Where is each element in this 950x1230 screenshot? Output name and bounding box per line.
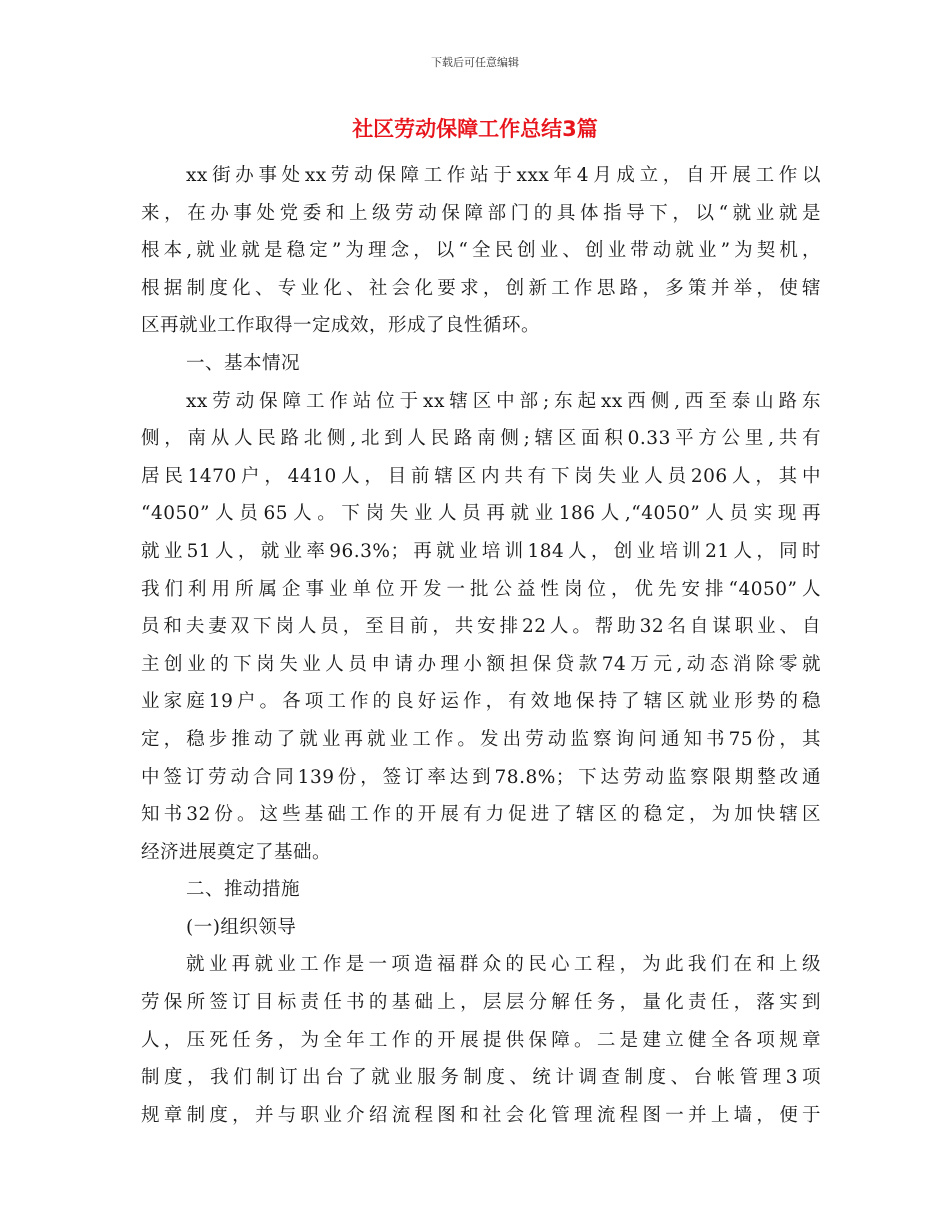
text-line: 一、基本情况	[186, 352, 301, 374]
text-line: 业家庭19户。各项工作的良好运作，有效地保持了辖区就业形势的稳	[141, 691, 821, 713]
page-header-note: 下载后可任意编辑	[431, 56, 519, 69]
text-line: 人，压死任务，为全年工作的开展提供保障。二是建立健全各项规章	[141, 1029, 821, 1051]
text-line: 员和夫妻双下岗人员，至目前，共安排22人。帮助32名自谋职业、自	[141, 616, 821, 638]
text-line: 定，稳步推动了就业再就业工作。发出劳动监察询问通知书75份，其	[141, 728, 821, 750]
text-line: xx劳动保障工作站位于xx辖区中部;东起xx西侧,西至泰山路东	[186, 390, 821, 412]
document-title: 社区劳动保障工作总结3篇	[352, 117, 598, 141]
text-line: 我们利用所属企事业单位开发一批公益性岗位，优先安排“4050”人	[141, 578, 821, 600]
text-line: (一)组织领导	[186, 916, 297, 938]
text-line: 来，在办事处党委和上级劳动保障部门的具体指导下，以“就业就是	[141, 202, 821, 224]
text-line: 就业再就业工作是一项造福群众的民心工程，为此我们在和上级	[186, 954, 821, 976]
text-line: “4050”人员65人。下岗失业人员再就业186人,“4050”人员实现再	[141, 503, 821, 525]
text-line: 侧，南从人民路北侧,北到人民路南侧;辖区面积0.33平方公里,共有	[141, 428, 821, 450]
text-line: 经济进展奠定了基础。	[141, 841, 332, 863]
text-line: 知书32份。这些基础工作的开展有力促进了辖区的稳定，为加快辖区	[141, 804, 821, 826]
document-body	[141, 157, 821, 1134]
text-line: 主创业的下岗失业人员申请办理小额担保贷款74万元,动态消除零就	[141, 653, 821, 675]
text-line: 根据制度化、专业化、社会化要求，创新工作思路，多策并举，使辖	[141, 277, 821, 299]
text-line: 中签订劳动合同139份，签订率达到78.8%；下达劳动监察限期整改通	[141, 766, 821, 788]
text-line: 居民1470户，4410人，目前辖区内共有下岗失业人员206人，其中	[141, 465, 821, 487]
text-line: 制度，我们制订出台了就业服务制度、统计调查制度、台帐管理3项	[141, 1067, 821, 1089]
text-line: 根本,就业就是稳定”为理念，以“全民创业、创业带动就业”为契机，	[141, 240, 821, 262]
text-line: 二、推动措施	[186, 879, 301, 901]
text-line: 劳保所签订目标责任书的基础上，层层分解任务，量化责任，落实到	[141, 992, 821, 1014]
text-line: 就业51人，就业率96.3%；再就业培训184人，创业培训21人，同时	[141, 540, 821, 562]
text-line: xx街办事处xx劳动保障工作站于xxx年4月成立，自开展工作以	[186, 165, 821, 186]
text-line: 规章制度，并与职业介绍流程图和社会化管理流程图一并上墙，便于	[141, 1104, 821, 1126]
text-line: 区再就业工作取得一定成效，形成了良性循环。	[141, 315, 541, 337]
